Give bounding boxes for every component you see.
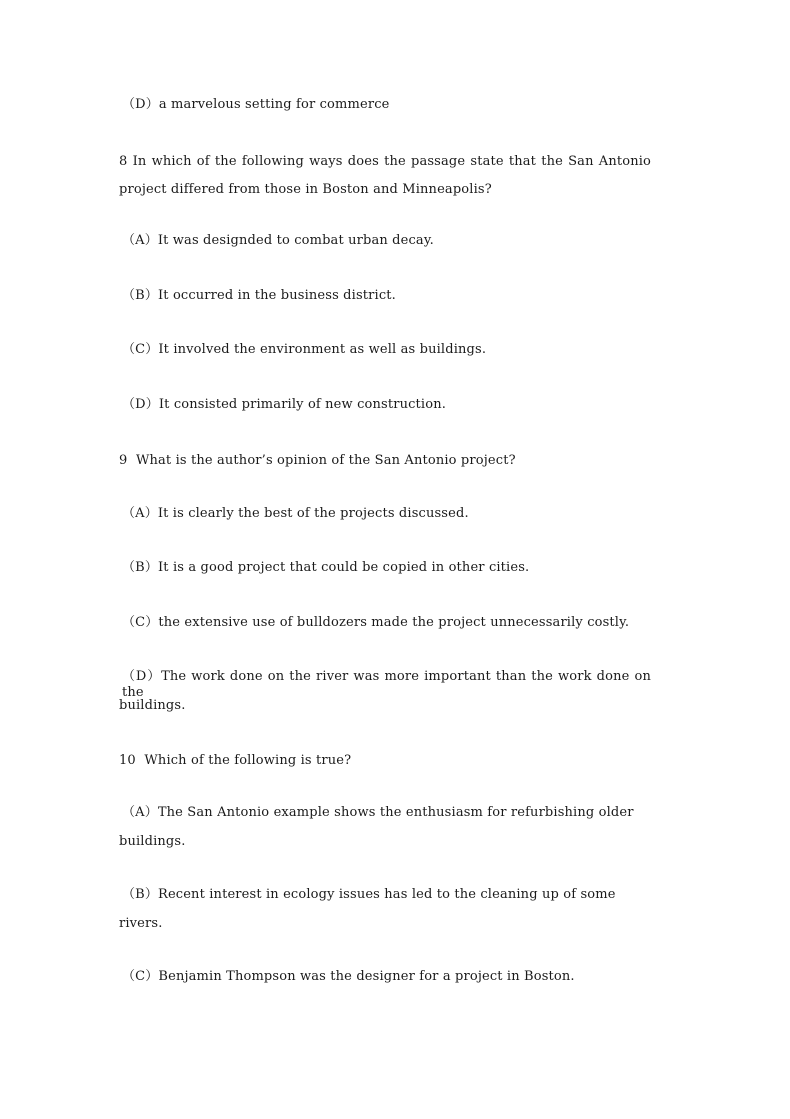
q8-stem-line-2: project differed from those in Boston and Minneapolis?	[119, 182, 492, 197]
q10-option-a-line-2: buildings.	[119, 834, 186, 849]
q8-option-a: （A）It was designded to combat urban decay.	[122, 233, 434, 248]
q8-stem-line-1: 8 In which of the following ways does the passage state that the San Antonio	[119, 154, 651, 169]
q10-option-c: （C）Benjamin Thompson was the designer for a project in Boston.	[122, 969, 575, 984]
q10-stem: 10 Which of the following is true?	[119, 753, 352, 768]
q8-option-c: （C）It involved the environment as well as buildings.	[122, 342, 487, 357]
q9-option-d-line-1: （D）The work done on the river was more important than the work done on the	[122, 669, 651, 700]
q10-option-b-line-2: rivers.	[119, 916, 163, 931]
q9-option-c: （C）the extensive use of bulldozers made the project unnecessarily costly.	[122, 615, 630, 630]
q8-option-b: （B）It occurred in the business district.	[122, 288, 396, 303]
q9-option-d-line-2: buildings.	[119, 698, 186, 713]
q9-option-b: （B）It is a good project that could be copied in other cities.	[122, 560, 530, 575]
q10-option-a-line-1: （A）The San Antonio example shows the enthusiasm for refurbishing older	[122, 805, 634, 820]
q7-option-d: （D）a marvelous setting for commerce	[122, 97, 390, 112]
q8-option-d: （D）It consisted primarily of new construction.	[122, 397, 446, 412]
q9-stem: 9 What is the author’s opinion of the San Antonio project?	[119, 453, 516, 468]
q9-option-a: （A）It is clearly the best of the projects discussed.	[122, 506, 469, 521]
q10-option-b-line-1: （B）Recent interest in ecology issues has led to the cleaning up of some	[122, 887, 616, 902]
